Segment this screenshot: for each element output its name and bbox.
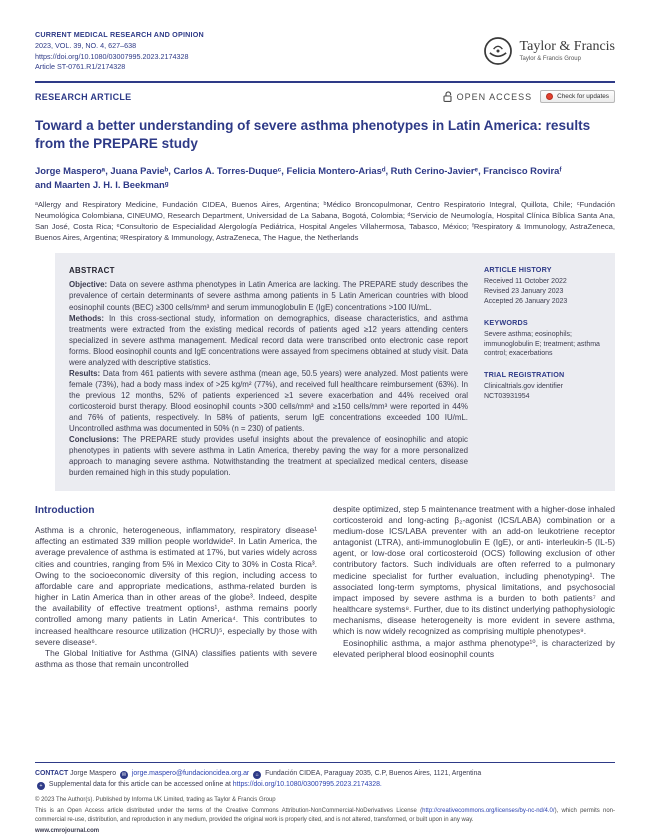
publisher-logo [483, 36, 615, 66]
supplemental-icon: + [37, 782, 45, 790]
contact-address: Fundación CIDEA, Paraguay 2035, C.P, Buenos Aires, 1121, Argentina [265, 769, 482, 777]
abstract-objective [69, 279, 468, 312]
abstract-methods [69, 313, 468, 368]
contact-block [35, 768, 615, 791]
open-lock-icon [443, 91, 453, 102]
abstract-objective-text: Data on severe asthma phenotypes in Latin America are lacking. The PREPARE study describes the prevalence of certain determinants of severe asthma among patients in 5 Latin American countries with blood eosinophil counts (BEC) ≥300 cells/mm³ and serum immunoglobulin E (IgE) concentrations >100 IU/mL. [69, 280, 468, 312]
author-list: Jorge Masperoᵃ, Juana Pavieᵇ, Carlos A. Torres-Duqueᶜ, Felicia Montero-Ariasᵈ, Ruth Cerino-Javierᵉ, Francisco Roviraᶠ and Maarten J. H. I. Beekmanᵍ [35, 164, 562, 190]
introduction-heading: Introduction [35, 504, 95, 516]
abstract-conclusions [69, 434, 468, 478]
intro-paragraph-3: despite optimized, step 5 maintenance treatment with a higher-dose inhaled corticosteroid and long-acting β₂-agonist (ICS/LABA) combination or a medium-dose ICS/LABA preventer with an add-on leukotriene receptor antagonist (LTRA), anti-immunoglobulin E (IgE), or anti- interleukin-5 (IL-5) agent, or low-dose oral corticosteroid (OCS) following exclusion of other contributory factors. Such individuals are often referred to a pulmonary medicine specialist for further evaluation, including phenotyping¹. The associated long-term symptoms, physical limitations, and psychosocial impact imposed by severe asthma is a burden to both patients⁷ and healthcare systems⁸. Further, due to its distinct underlying pathophysiologic mechanisms, disease heterogeneity is more evident in severe asthma, which is now widely recognized as comprising multiple phenotypes⁹. [333, 503, 615, 637]
license-pre: This is an Open Access article distributed under the terms of the Creative Commons Attribution-NonCommercial-NoDerivatives License ( [35, 808, 423, 815]
intro-paragraph-4: Eosinophilic asthma, a major asthma phenotype¹⁰, is characterized by elevated peripheral blood eosinophil counts [333, 637, 615, 659]
abstract-objective-label: Objective: [69, 280, 108, 290]
article-title: Toward a better understanding of severe asthma phenotypes in Latin America: results from the PREPARE study [35, 118, 591, 151]
body-columns [35, 504, 615, 756]
license-post: ), which permits non-commercial re-use, distribution, and reproduction in any medium, provided the original work is properly cited, and is not altered, transformed, or built upon in any way. [35, 808, 615, 824]
check-updates-label: Check for updates [557, 93, 609, 101]
journal-doi-link[interactable]: https://doi.org/10.1080/03007995.2023.2174328 [35, 51, 189, 61]
abstract-sidebar [484, 265, 602, 478]
history-revised: Revised 23 January 2023 [484, 288, 564, 296]
supplemental-doi-link[interactable]: https://doi.org/10.1080/03007995.2023.2174328. [232, 780, 382, 788]
copyright-block [35, 796, 615, 836]
abstract-box [55, 253, 615, 490]
check-for-updates-button[interactable] [540, 90, 615, 103]
history-received: Received 11 October 2022 [484, 278, 567, 286]
journal-name: CURRENT MEDICAL RESEARCH AND OPINION [35, 30, 204, 39]
envelope-icon: ✉ [121, 771, 127, 778]
intro-paragraph-2: The Global Initiative for Asthma (GINA) classifies patients with severe asthma as those that remain uncontrolled [35, 647, 317, 670]
abstract-heading: ABSTRACT [69, 266, 115, 276]
license-text [35, 807, 615, 825]
right-column [333, 504, 615, 756]
abstract-results-text: Data from 461 patients with severe asthma (mean age, 50.5 years) were analyzed. Most patients were female (73%), had a body mass index of >25 kg/m² (77%), and received full healthcare reimbursement (63%). In the previous 12 months, 52% of patients experienced ≥1 severe exacerbation and 44% received oral corticosteroid burst therapy. Blood eosinophil counts >300 cells/mm³ and ≥150 cells/mm³ were reported in 44% and 76% of patients, respectively. In 58% of patients, serum IgE concentrations exceeded 100 IU/mL. Uncontrolled asthma was documented in 50% (n = 230) of patients. [69, 368, 468, 434]
open-access-label: OPEN ACCESS [456, 91, 533, 102]
contact-line [35, 768, 615, 779]
journal-article-id: Article ST-0761.R1/2174328 [35, 62, 126, 72]
abstract-methods-label: Methods: [69, 313, 105, 323]
keywords-block [484, 318, 602, 359]
supplemental-line [35, 779, 615, 790]
trial-registration-id: Clinicaltrials.gov identifier NCT03931954 [484, 383, 563, 401]
contact-name: Jorge Maspero [70, 769, 117, 777]
header-divider [35, 81, 615, 83]
publisher-name: Taylor & Francis [519, 39, 615, 54]
abstract-results [69, 368, 468, 434]
publisher-group: Taylor & Francis Group [519, 56, 581, 62]
trial-registration-block [484, 370, 602, 402]
license-url-link[interactable]: http://creativecommons.org/licenses/by-nc-nd/4.0/ [422, 808, 555, 815]
contact-email-link[interactable]: jorge.maspero@fundacioncidea.org.ar [131, 769, 250, 777]
keywords-list: Severe asthma; eosinophils; immunoglobulin E; treatment; asthma control; exacerbations [484, 330, 600, 358]
supplemental-text: Supplemental data for this article can be accessed online at [48, 780, 233, 788]
journal-website: www.cmrojournal.com [35, 828, 100, 835]
abstract-conclusions-label: Conclusions: [69, 435, 119, 445]
keywords-heading: KEYWORDS [484, 317, 528, 327]
article-history-heading: ARTICLE HISTORY [484, 265, 552, 275]
copyright-line: © 2023 The Author(s). Published by Informa UK Limited, trading as Taylor & Francis Group [35, 797, 276, 804]
footnote-divider [35, 762, 615, 763]
building-icon: ⌂ [253, 771, 261, 779]
article-history [484, 265, 602, 306]
journal-header [35, 30, 615, 73]
abstract-results-label: Results: [69, 368, 101, 378]
contact-label: CONTACT [35, 769, 69, 777]
article-type-label: RESEARCH ARTICLE [35, 91, 132, 102]
abstract-conclusions-text: The PREPARE study provides useful insights about the prevalence of eosinophilic and atopic phenotypes in patients with severe asthma in Latin America, thereby paving the way for a more personalized approach to managing severe asthma. Notwithstanding the treatment at specialized medical centers, disease burden remained high in this study population. [69, 435, 468, 478]
taylor-francis-icon [483, 36, 513, 66]
intro-paragraph-1: Asthma is a chronic, heterogeneous, inflammatory, respiratory disease¹ affecting an estimated 339 million people worldwide². In Latin America, the average prevalence of asthma is estimated at 17%, but varies widely across cities and countries, ranging from 5% in Mexico City to 30% in Costa Rica³. Owing to the socioeconomic diversity of this region, including access to affordable care and appropriate medications, asthma-related burden is higher in Latin America than in other areas of the globe³. Indeed, despite the availability of effective treatment options¹, asthma remains poorly controlled among many patients in Latin America⁴. This contributes to increased healthcare resource utilization (HCRU)⁵, especially by those with severe disease⁶. [35, 525, 317, 647]
left-column [35, 504, 317, 756]
affiliations: ᵃAllergy and Respiratory Medicine, Fundación CIDEA, Buenos Aires, Argentina; ᵇMédico Broncopulmonar, Centro Respiratorio Integral, Quillota, Chile; ᶜFundación Neumológica Colombiana, CINEUMO, Research Department, Universidad de La Sabana, Bogotá, Colombia; ᵈServicio de Neumología, Hospital Clínica Bíblica Santa Ana, San José, Costa Rica; ᵉConsultorio de Especialidad Alergología Pediátrica, Hospital Angeles Villahermosa, Tabasco, México; ᶠRespiratory & Immunology, AstraZeneca, Buenos Aires, Argentina; ᵍRespiratory & Immunology, AstraZeneca, The Hague, the Netherlands [35, 200, 615, 242]
history-accepted: Accepted 26 January 2023 [484, 298, 568, 306]
trial-registration-heading: TRIAL REGISTRATION [484, 370, 565, 380]
open-access-badge [443, 91, 533, 102]
journal-info [35, 30, 204, 73]
journal-issue: 2023, VOL. 39, NO. 4, 627–638 [35, 40, 137, 50]
check-updates-icon [546, 93, 553, 100]
abstract-methods-text: In this cross-sectional study, information on demographics, disease characteristics, and asthma treatments were extracted from the existing medical records of patients aged ≥12 years attending centers specialized in severe asthma management. Medical record data were transcribed onto electronic case report forms. Blood eosinophil counts and IgE concentrations were assayed from specimens obtained at study visit. Data were analyzed with descriptive statistics. [69, 313, 468, 367]
